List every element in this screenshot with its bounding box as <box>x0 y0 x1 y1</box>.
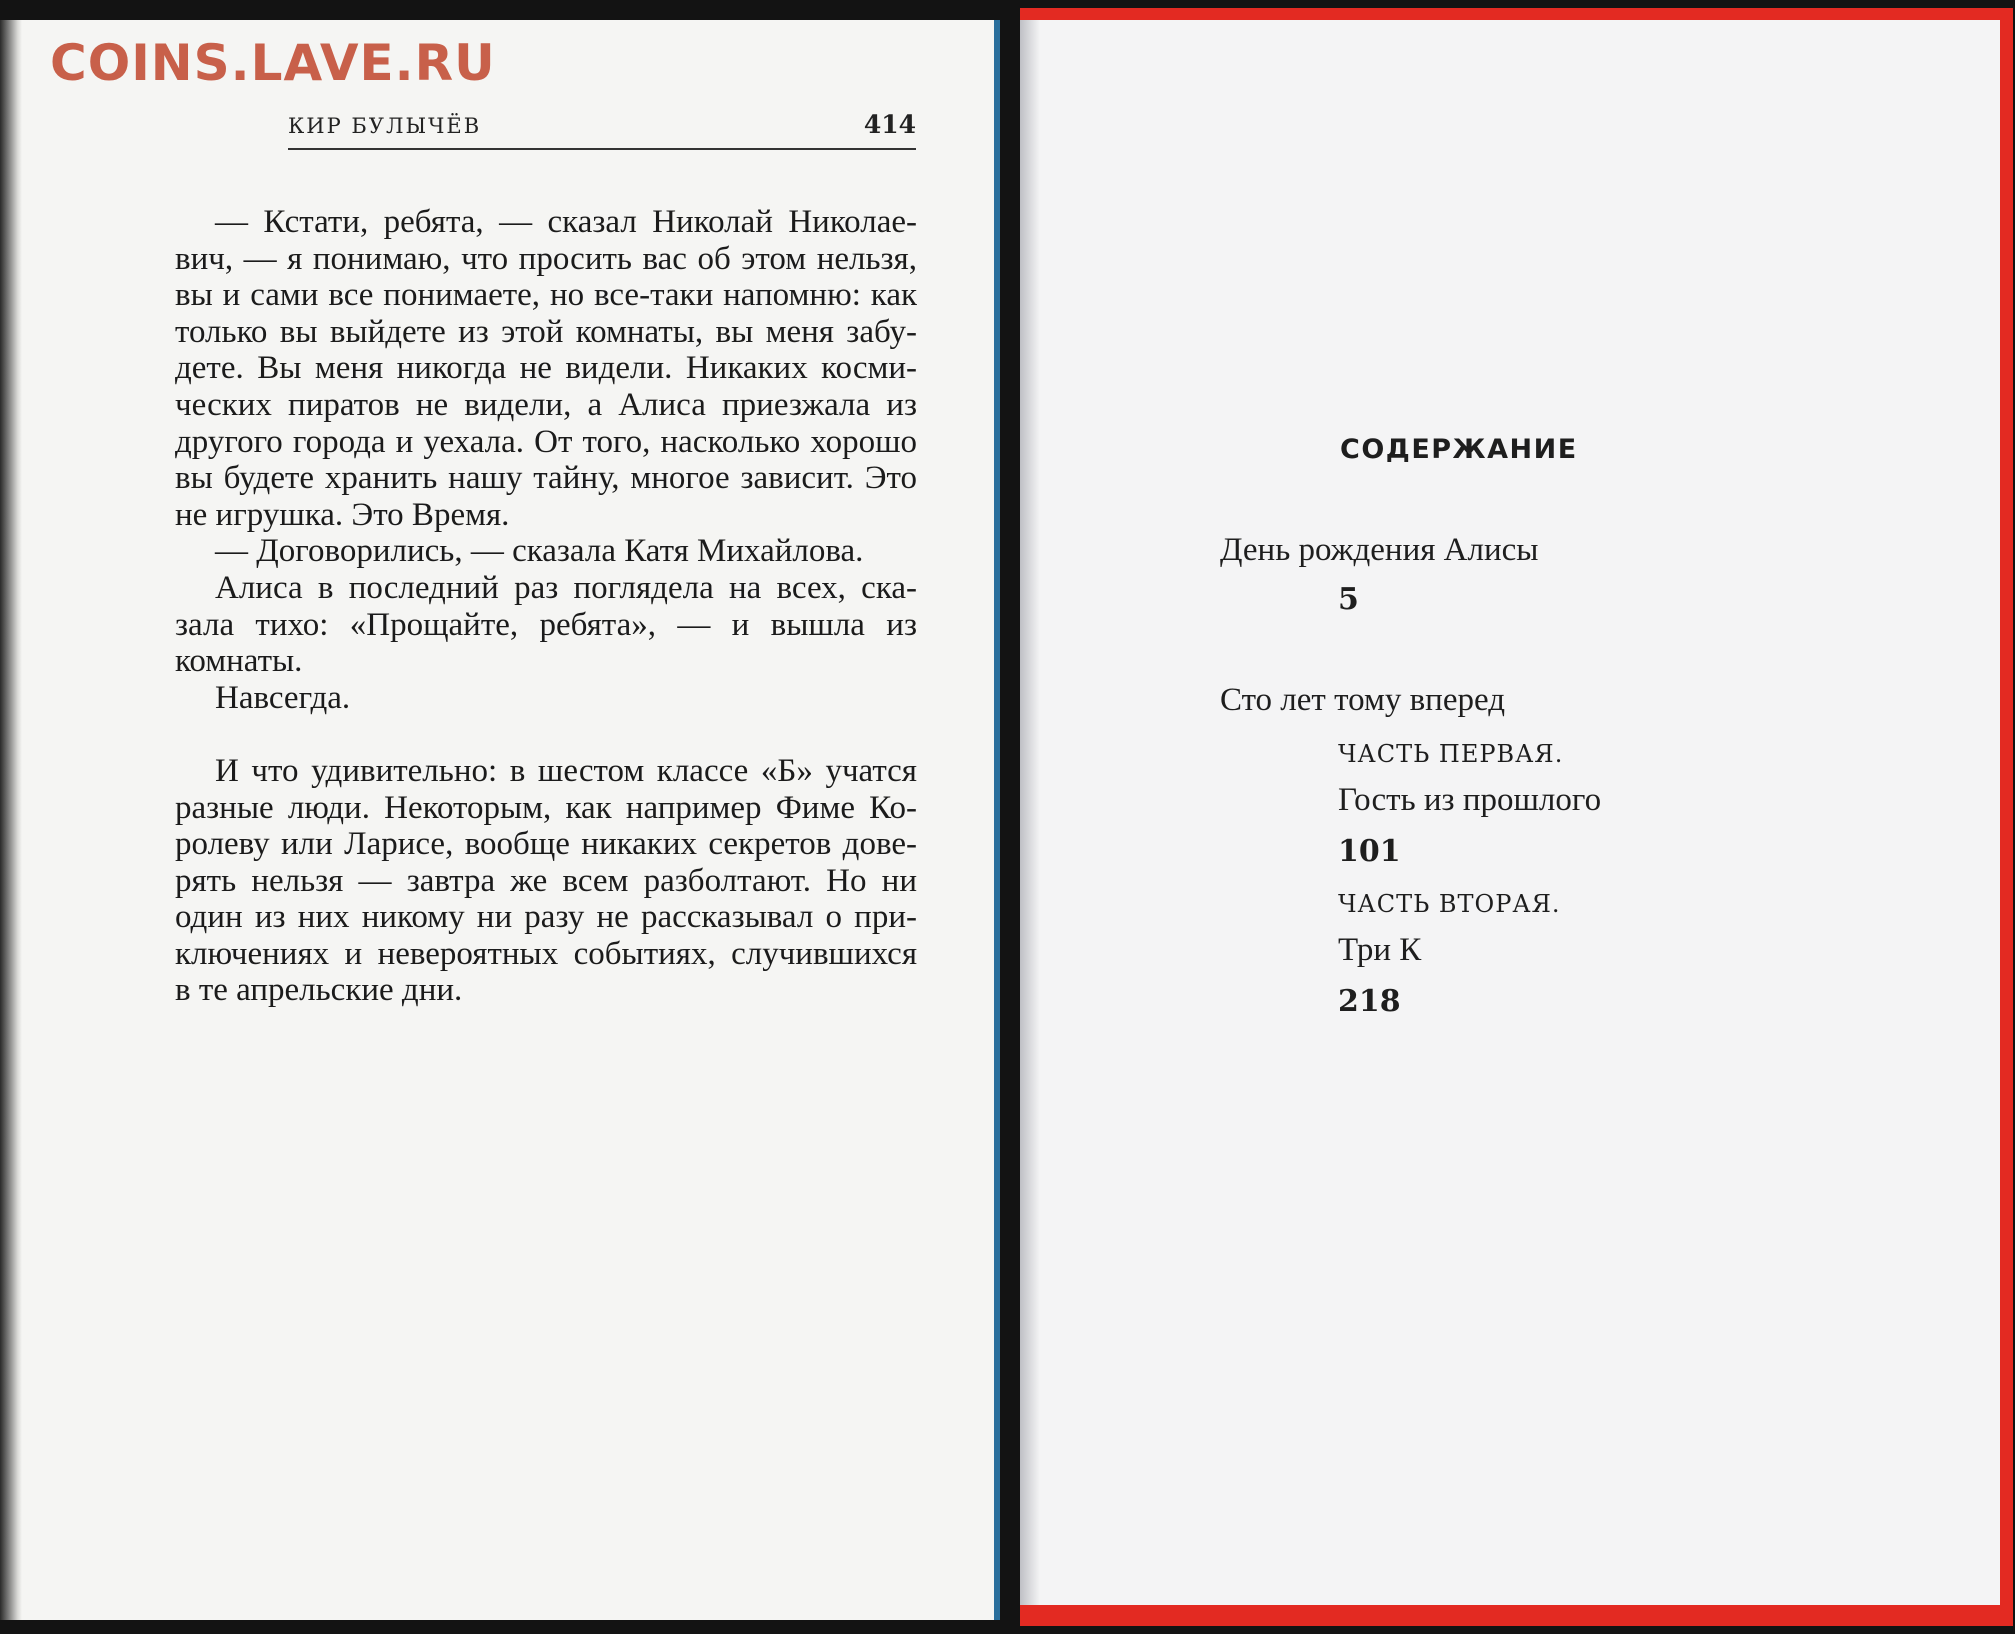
running-header <box>288 102 916 150</box>
text-line: вы будете хранить нашу тайну, многое зависит. Это <box>175 460 917 497</box>
toc-part-label: ЧАСТЬ ВТОРАЯ. <box>1338 890 1561 918</box>
text-line: зала тихо: «Прощайте, ребята», — и вышла из <box>175 606 917 643</box>
text-line: рять нельзя — завтра же всем разболтают. Но ни <box>175 862 917 899</box>
toc-entry-page: 218 <box>1338 984 1401 1019</box>
text-line: разные люди. Некоторым, как например Фиме Ко- <box>175 789 917 826</box>
text-line: в те апрельские дни. <box>175 972 463 1009</box>
text-line: И что удивительно: в шестом классе «Б» учатся <box>215 752 917 789</box>
text-line: вы и сами все понимаете, но все-таки напомню: как <box>175 277 917 314</box>
text-line: другого города и уехала. От того, насколько хорошо <box>175 423 917 460</box>
toc-entry-title: День рождения Алисы <box>1220 532 1539 568</box>
text-line: комнаты. <box>175 643 303 680</box>
toc-entry-title: Сто лет тому вперед <box>1220 682 1505 718</box>
header-author: КИР БУЛЫЧЁВ <box>288 114 482 138</box>
toc-entry-page: 101 <box>1338 834 1401 869</box>
text-line: только вы выйдете из этой комнаты, вы меня забу- <box>175 313 917 350</box>
body-text <box>175 204 917 1009</box>
text-line: ролеву или Ларисе, вообще никаких секретов дове- <box>175 826 917 863</box>
text-line: — Кстати, ребята, — сказал Николай Николае- <box>215 204 917 240</box>
text-line: ключениях и невероятных событиях, случившихся <box>175 935 917 972</box>
toc-part-title: Три К <box>1338 932 1422 968</box>
toc-part-label: ЧАСТЬ ПЕРВАЯ. <box>1338 740 1564 768</box>
paragraph-gap <box>175 716 917 753</box>
watermark: COINS.LAVE.RU <box>50 34 496 92</box>
text-line: Навсегда. <box>215 679 351 716</box>
toc-entry-page: 5 <box>1338 582 1359 617</box>
header-page-number: 414 <box>863 110 916 139</box>
text-line: один из них никому ни разу не рассказывал о при- <box>175 899 917 936</box>
toc-heading: СОДЕРЖАНИЕ <box>1340 434 1578 465</box>
text-line: — Договорились, — сказала Катя Михайлова. <box>215 533 864 570</box>
text-line: дете. Вы меня никогда не видели. Никаких косми- <box>175 350 917 387</box>
text-line: ческих пиратов не видели, а Алиса приезжала из <box>175 386 917 423</box>
toc-part-title: Гость из прошлого <box>1338 782 1602 818</box>
text-line: вич, — я понимаю, что просить вас об этом нельзя, <box>175 240 917 277</box>
text-line: не игрушка. Это Время. <box>175 496 510 533</box>
text-line: Алиса в последний раз поглядела на всех, ска- <box>215 569 917 606</box>
